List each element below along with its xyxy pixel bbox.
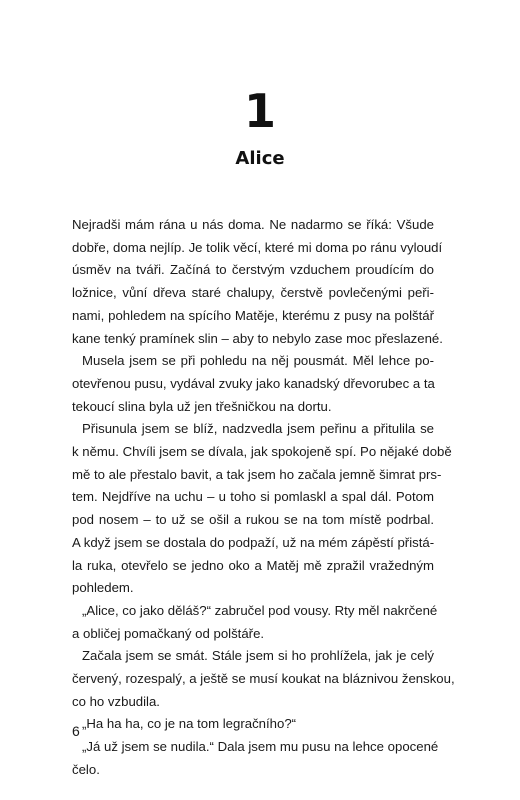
text-line: červený, rozespalý, a ještě se musí koukat na bláznivou ženskou, — [72, 671, 455, 687]
text-line: tem. Nejdříve na uchu – u toho si pomlaskl a spal dál. Potom — [72, 489, 434, 505]
text-line: Přisunula jsem se blíž, nadzvedla jsem peřinu a přitulila se — [82, 421, 434, 437]
text-line: A když jsem se dostala do podpaží, už na mém zápěstí přistá- — [72, 534, 435, 550]
text-line: čelo. — [72, 761, 100, 777]
text-line: k němu. Chvíli jsem se dívala, jak spokojeně spí. Po nějaké době — [72, 444, 452, 460]
text-line: „Já už jsem se nudila.“ Dala jsem mu pusu na lehce opocené — [82, 739, 439, 755]
text-line: la ruka, otevřelo se jedno oko a Matěj mě zpražil vražedným — [72, 557, 434, 573]
text-line: co ho vzbudila. — [72, 693, 160, 709]
chapter-body-text — [72, 214, 455, 782]
text-line: dobře, doma nejlíp. Je tolik věcí, které mi doma po ránu vyloudí — [72, 239, 443, 255]
text-line: otevřenou pusu, vydával zvuky jako kanadský dřevorubec a ta — [72, 375, 435, 391]
text-line: ložnice, vůní dřeva staré chalupy, čerstvě povlečenými peři- — [72, 285, 434, 301]
chapter-title: Alice — [235, 148, 285, 169]
chapter-number: 1 — [243, 84, 276, 138]
text-line: pod nosem – to už se ošil a rukou se na tom místě podrbal. — [72, 512, 434, 528]
text-line: pohledem. — [72, 580, 134, 596]
text-line: Musela jsem se při pohledu na něj pousmát. Měl lehce po- — [82, 353, 434, 369]
text-line: „Ha ha ha, co je na tom legračního?“ — [82, 716, 297, 732]
text-line: „Alice, co jako děláš?“ zabručel pod vousy. Rty měl nakrčené — [82, 602, 438, 618]
text-line: úsměv na tváři. Začíná to čerstvým vzduchem proudícím do — [72, 262, 434, 278]
text-line: mě to ale přestalo bavit, a tak jsem ho začala jemně šimrat prs- — [72, 466, 442, 482]
text-line: a obličej pomačkaný od polštáře. — [72, 625, 265, 641]
text-line: Začala jsem se smát. Stále jsem si ho prohlížela, jak je celý — [82, 648, 434, 664]
text-line: Nejradši mám rána u nás doma. Ne nadarmo se říká: Všude — [72, 217, 434, 232]
text-line: nami, pohledem na spícího Matěje, kterému z pusy na polštář — [72, 307, 434, 323]
text-line: kane tenký pramínek slin – aby to nebylo zase moc přeslazené. — [72, 330, 443, 346]
page-number: 6 — [72, 723, 80, 739]
text-line: tekoucí slina byla už jen třešničkou na dortu. — [72, 398, 332, 414]
